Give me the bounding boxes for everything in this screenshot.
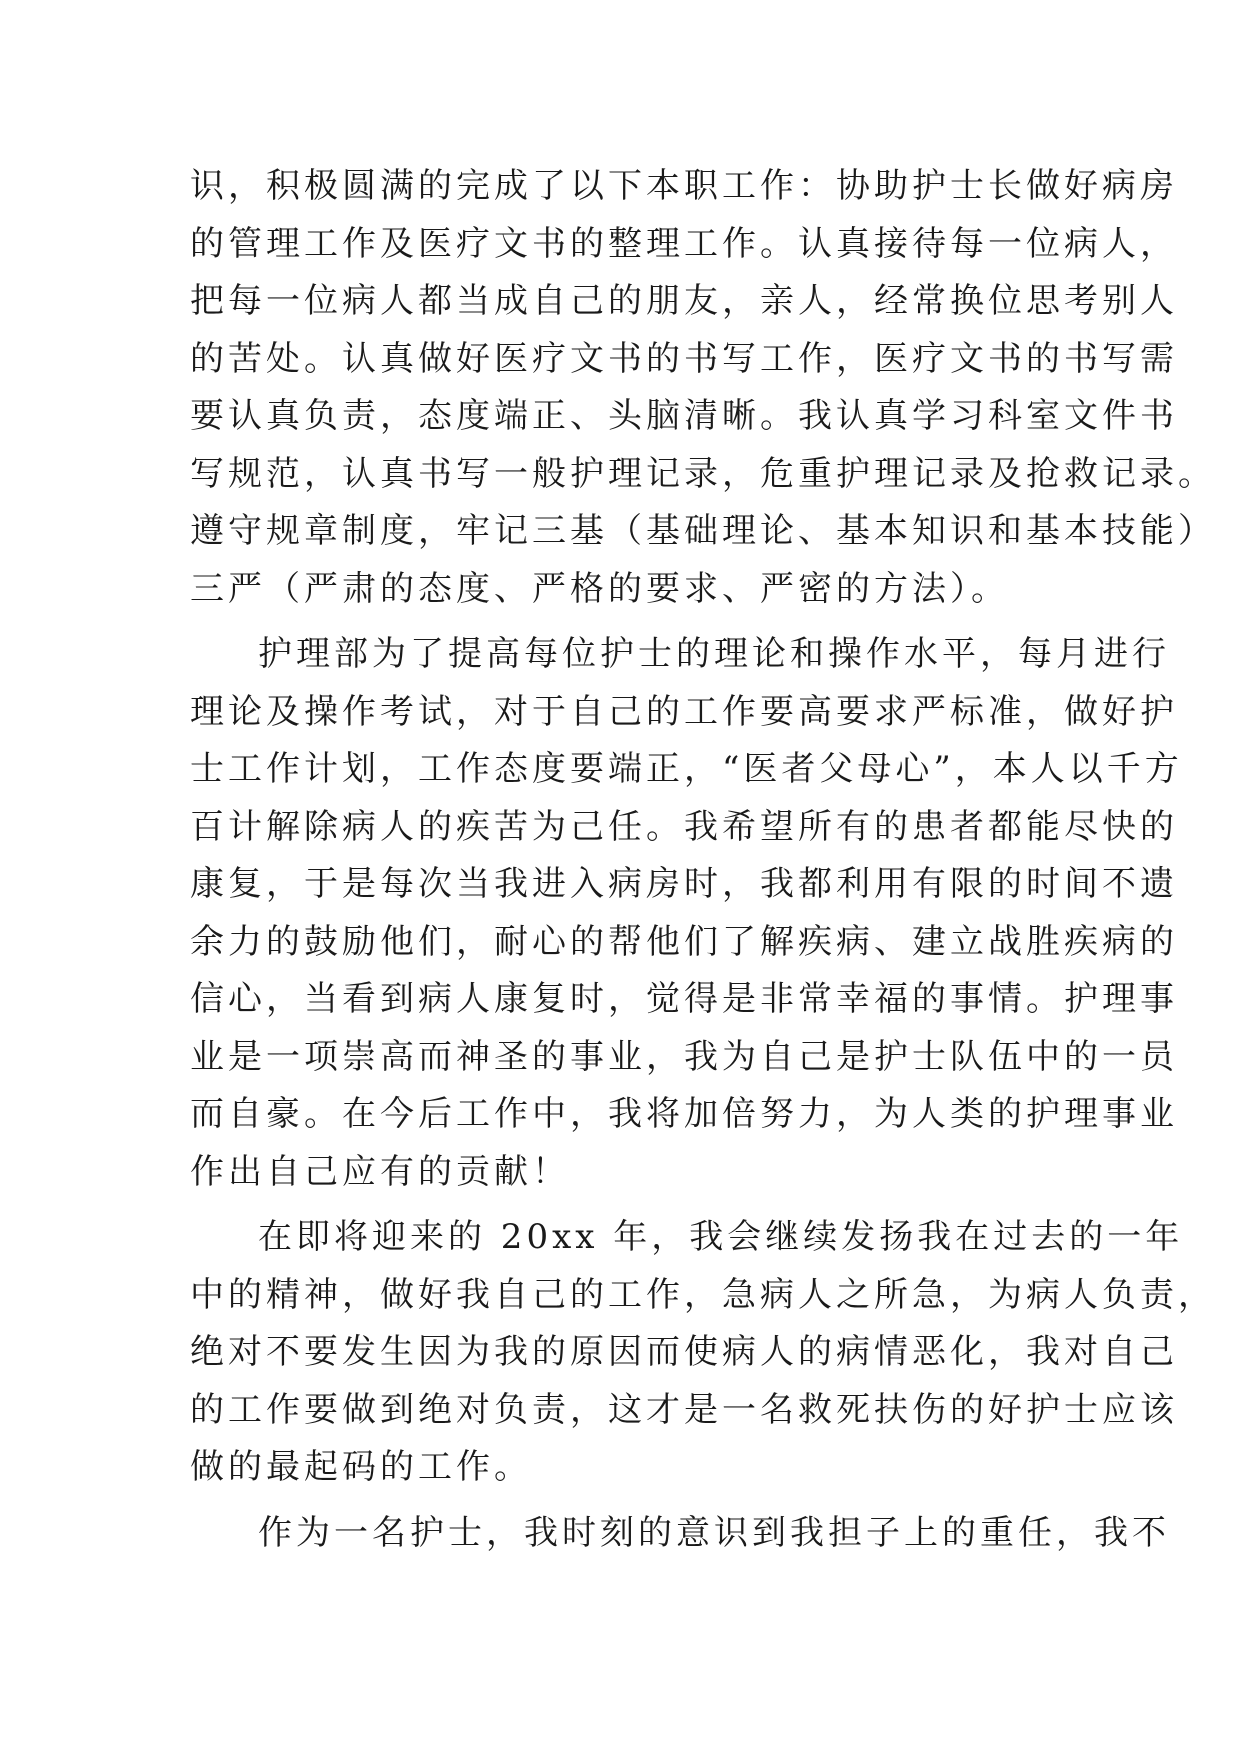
text-line: 作出自己应有的贡献！ <box>190 1151 570 1192</box>
text-line: 要认真负责，态度端正、头脑清晰。我认真学习科室文件书 <box>190 396 1178 436</box>
text-line: 的工作要做到绝对负责，这才是一名救死扶伤的好护士应该 <box>190 1389 1178 1430</box>
paragraph <box>190 626 1183 1201</box>
text-line: 业是一项崇高而神圣的事业，我为自己是护士队伍中的一员 <box>190 1036 1178 1077</box>
text-line: 的管理工作及医疗文书的整理工作。认真接待每一位病人， <box>190 223 1178 264</box>
text-line: 康复，于是每次当我进入病房时，我都利用有限的时间不遗 <box>190 864 1178 904</box>
paragraph-spacing <box>190 618 1070 626</box>
text-line: 信心，当看到病人康复时，觉得是非常幸福的事情。护理事 <box>190 979 1178 1019</box>
text-line: 的苦处。认真做好医疗文书的书写工作，医疗文书的书写需 <box>190 338 1178 379</box>
paragraph <box>190 1209 1216 1497</box>
paragraph-spacing <box>190 1497 1070 1505</box>
text-line: 在即将迎来的 20xx 年，我会继续发扬我在过去的一年 <box>258 1217 1184 1257</box>
text-line: 遵守规章制度，牢记三基（基础理论、基本知识和基本技能） <box>190 511 1216 551</box>
text-line: 余力的鼓励他们，耐心的帮他们了解疾病、建立战胜疾病的 <box>190 921 1178 962</box>
text-line: 写规范，认真书写一般护理记录，危重护理记录及抢救记录。 <box>190 453 1216 494</box>
paragraph <box>190 1505 1170 1563</box>
paragraph-spacing <box>190 1201 1070 1209</box>
text-line: 百计解除病人的疾苦为己任。我希望所有的患者都能尽快的 <box>190 806 1178 847</box>
text-line: 理论及操作考试，对于自己的工作要高要求严标准，做好护 <box>190 691 1178 732</box>
text-line: 士工作计划，工作态度要端正，“医者父母心”，本人以千方 <box>190 749 1183 789</box>
text-line: 三严（严肃的态度、严格的要求、严密的方法）。 <box>190 568 1009 609</box>
text-line: 把每一位病人都当成自己的朋友，亲人，经常换位思考别人 <box>190 281 1178 321</box>
text-line: 护理部为了提高每位护士的理论和操作水平，每月进行 <box>258 634 1170 674</box>
body-text <box>190 158 1216 1562</box>
text-line: 绝对不要发生因为我的原因而使病人的病情恶化，我对自己 <box>190 1332 1178 1372</box>
text-line: 识，积极圆满的完成了以下本职工作：协助护士长做好病房 <box>190 166 1178 206</box>
text-line: 中的精神，做好我自己的工作，急病人之所急，为病人负责， <box>190 1274 1216 1315</box>
text-line: 做的最起码的工作。 <box>190 1447 532 1487</box>
text-line: 作为一名护士，我时刻的意识到我担子上的重任，我不 <box>258 1512 1170 1553</box>
text-line: 而自豪。在今后工作中，我将加倍努力，为人类的护理事业 <box>190 1094 1178 1134</box>
paragraph <box>190 158 1216 618</box>
